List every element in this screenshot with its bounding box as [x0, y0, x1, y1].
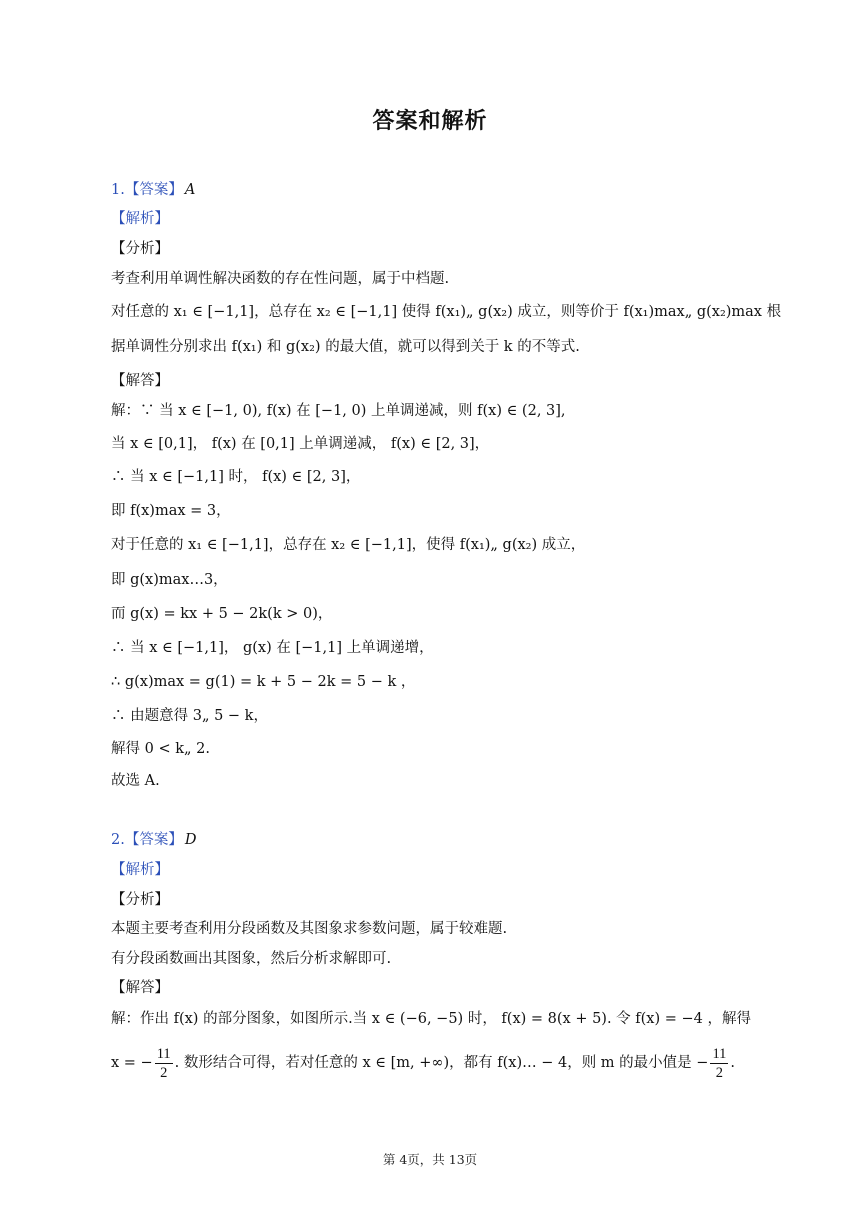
q1-solution-line-11: 解得 0 < k„ 2.: [111, 741, 210, 757]
q2-solution-line-2: [111, 1043, 751, 1083]
q1-answer-heading: [111, 180, 751, 200]
q2-solution-text: . 数形结合可得，若对任意的 x ∈ [m, +∞)，都有 f(x)… − 4，则 m 的最小值是 −: [174, 1055, 709, 1071]
fraction-numerator-2: 11: [712, 1045, 727, 1062]
q1-solution-line-2: 当 x ∈ [0,1]， f(x) 在 [0,1] 上单调递减， f(x) ∈ [2, 3]，: [111, 436, 490, 452]
q1-solution-line-6: 即 g(x)max…3，: [111, 572, 228, 588]
fraction-denominator-2: 2: [715, 1064, 724, 1081]
q2-jiexi-heading: 【解析】: [111, 862, 169, 878]
q1-solution-line-3: ∴ 当 x ∈ [−1,1] 时， f(x) ∈ [2, 3]，: [111, 469, 361, 485]
fraction-eleven-halves: [155, 1045, 173, 1082]
q2-solution-x-eq: x = −: [111, 1055, 153, 1071]
q1-jiexi-heading: 【解析】: [111, 211, 169, 227]
fraction-denominator: 2: [160, 1064, 168, 1081]
q2-solution-end: .: [730, 1055, 736, 1071]
page-footer: 第 4页，共 13页: [382, 1152, 478, 1167]
q1-analysis-line-2: 对任意的 x₁ ∈ [−1,1]，总存在 x₂ ∈ [−1,1] 使得 f(x₁)„ g(x₂) 成立，则等价于 f(x₁)max„ g(x₂)max 根: [111, 304, 782, 320]
q2-fenxi-heading: 【分析】: [111, 892, 169, 908]
page-title: 答案和解析: [372, 109, 488, 134]
q1-answer-letter: A: [184, 182, 196, 198]
q1-solution-line-5: 对于任意的 x₁ ∈ [−1,1]，总存在 x₂ ∈ [−1,1]，使得 f(x₁)„ g(x₂) 成立，: [111, 537, 586, 553]
q1-solution-line-12: 故选 A.: [111, 773, 160, 789]
q1-solution-line-4: 即 f(x)max = 3，: [111, 503, 231, 519]
q1-head-label: 1.【答案】: [111, 182, 183, 198]
q1-fenxi-heading: 【分析】: [111, 241, 169, 257]
q1-solution-line-10: ∴ 由题意得 3„ 5 − k，: [111, 708, 268, 724]
q1-solution-line-8: ∴ 当 x ∈ [−1,1]， g(x) 在 [−1,1] 上单调递增，: [111, 640, 434, 656]
q2-analysis-line-1: 本题主要考查利用分段函数及其图象求参数问题，属于较难题.: [111, 921, 508, 937]
q2-answer-letter: D: [184, 832, 197, 848]
q2-analysis-line-2: 有分段函数画出其图象，然后分析求解即可.: [111, 951, 392, 967]
q1-solution-line-9: ∴ g(x)max = g(1) = k + 5 − 2k = 5 − k ，: [111, 674, 416, 690]
q1-jieda-heading: 【解答】: [111, 373, 169, 389]
q2-head-label: 2.【答案】: [111, 832, 183, 848]
q2-answer-heading: [111, 830, 751, 850]
q2-solution-line-1: 解：作出 f(x) 的部分图象，如图所示.当 x ∈ (−6, −5) 时， f(x) = 8(x + 5). 令 f(x) = −4 ，解得: [111, 1011, 751, 1027]
fraction-numerator: 11: [156, 1045, 171, 1062]
q2-jieda-heading: 【解答】: [111, 980, 169, 996]
q1-solution-line-7: 而 g(x) = kx + 5 − 2k(k > 0)，: [111, 606, 333, 622]
q1-solution-line-1: 解：∵ 当 x ∈ [−1, 0), f(x) 在 [−1, 0) 上单调递减，则 f(x) ∈ (2, 3],: [111, 403, 566, 419]
fraction-eleven-halves-2: [710, 1045, 728, 1082]
q1-analysis-line-1: 考查利用单调性解决函数的存在性问题，属于中档题.: [111, 271, 450, 287]
q1-analysis-line-3: 据单调性分别求出 f(x₁) 和 g(x₂) 的最大值，就可以得到关于 k 的不等式.: [111, 339, 580, 355]
